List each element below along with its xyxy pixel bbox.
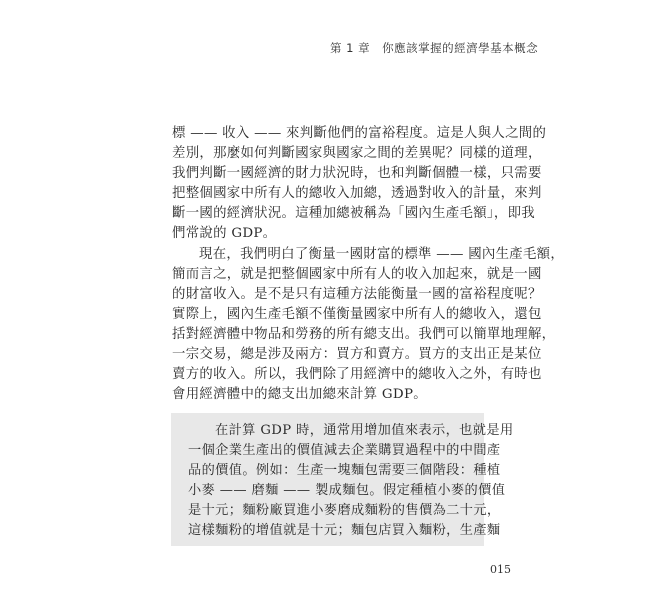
paragraph-line: 簡而言之，就是把整個國家中所有人的收入加起來，就是一國 [172,266,542,282]
running-header: 第 1 章 你應該掌握的經濟學基本概念 [330,41,539,55]
note-line: 這樣麵粉的增值就是十元；麵包店買入麵粉，生產麵 [188,523,501,539]
paragraph-line: 賣方的收入。所以，我們除了用經濟中的總收入之外，有時也 [172,367,542,383]
note-line: 品的價值。例如：生產一塊麵包需要三個階段：種植 [188,463,501,479]
paragraph-line: 把整個國家中所有人的總收入加總，透過對收入的計量，來判 [172,186,542,202]
paragraph-line: 現在，我們明白了衡量一國財富的標準 —— 國內生產毛額， [199,246,565,262]
paragraph-line: 的財富收入。是不是只有這種方法能衡量一國的富裕程度呢？ [172,286,542,302]
paragraph-line: 斷一國的經濟狀況。這種加總被稱為「國內生產毛額」，即我 [172,206,535,222]
note-text [188,421,514,542]
paragraph-line: 我們判斷一國經濟的財力狀況時，也和判斷個體一樣，只需要 [172,166,542,182]
paragraph-line: 差別，那麼如何判斷國家與國家之間的差異呢？同樣的道理， [172,146,542,162]
note-line: 一個企業生產出的價值減去企業購買過程中的中間產 [188,443,501,459]
note-line: 在計算 GDP 時，通常用增加值來表示，也就是用 [215,423,514,438]
paragraph-line: 標 —— 收入 —— 來判斷他們的富裕程度。這是人與人之間的 [172,126,547,141]
page-number: 015 [490,563,511,576]
paragraph-line: 實際上，國內生產毛額不僅衡量國家中所有人的總收入，還包 [172,306,542,322]
paragraph-line: 們常說的 GDP。 [172,226,277,242]
paragraph-line: 一宗交易，總是涉及兩方：買方和賣方。買方的支出正是某位 [172,347,542,363]
paragraph-line: 會用經濟體中的總支出加總來計算 GDP。 [172,387,427,403]
body-text [172,124,565,405]
note-line: 是十元；麵粉廠買進小麥磨成麵粉的售價為二十元， [188,503,501,519]
paragraph-line: 括對經濟體中物品和勞務的所有總支出。我們可以簡單地理解， [172,326,556,342]
note-line: 小麥 —— 磨麵 —— 製成麵包。假定種植小麥的價值 [188,483,506,499]
